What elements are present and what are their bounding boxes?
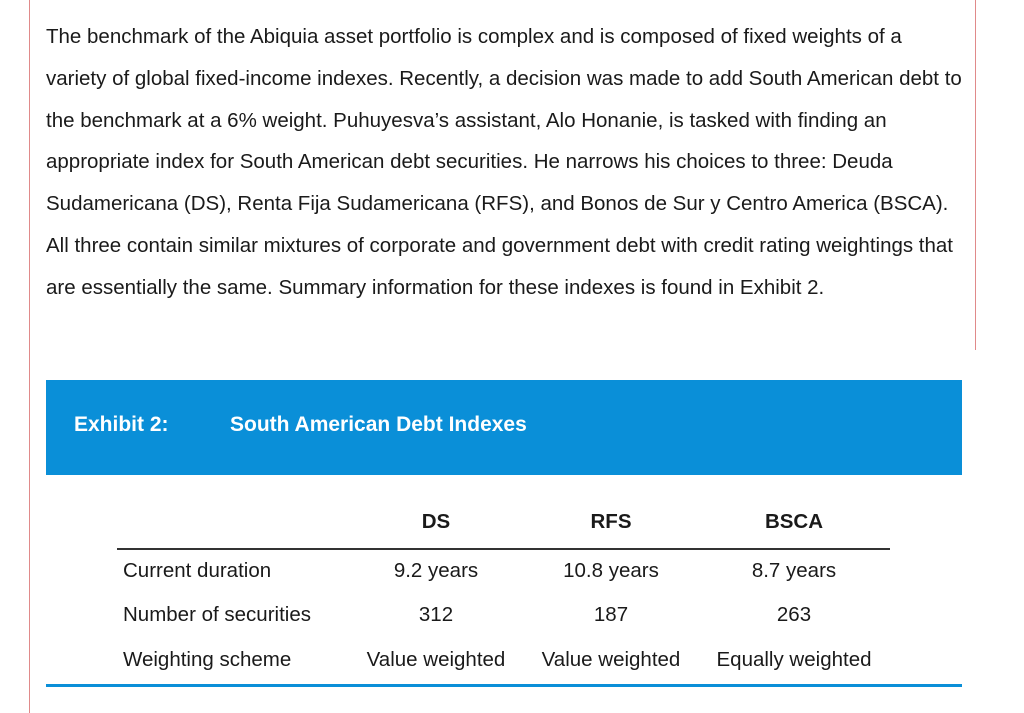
- row-label: Current duration: [123, 559, 272, 582]
- table-cell: Value weighted: [541, 648, 681, 671]
- column-header-ds: DS: [421, 510, 451, 533]
- table-cell: 9.2 years: [393, 559, 479, 582]
- right-margin-line: [975, 0, 976, 350]
- exhibit-bottom-rule: [46, 684, 962, 687]
- body-paragraph: The benchmark of the Abiquia asset portfolio is complex and is composed of fixed weights of a variety of global fixed-income indexes. Recently, a decision was made to add South American debt to the benchmark at a 6% weight. Puhuyesva’s assistant, Alo Honanie, is tasked with finding an appropriate index for South American debt securities. He narrows his choices to three: Deuda Sudamericana (DS), Renta Fija Sudamericana (RFS), and Bonos de Sur y Centro America (BSCA). All three contain similar mixtures of corporate and government debt with credit rating weightings that are essentially the same. Summary information for these indexes is found in Exhibit 2.: [46, 25, 962, 299]
- table-cell: 10.8 years: [563, 559, 659, 582]
- table-cell: Equally weighted: [716, 648, 872, 671]
- table-cell: 187: [593, 603, 629, 626]
- table-cell: 8.7 years: [751, 559, 837, 582]
- row-label: Number of securities: [123, 603, 311, 626]
- table-cell: Value weighted: [366, 648, 506, 671]
- left-margin-line: [29, 0, 30, 713]
- table-header-rule: [117, 548, 890, 550]
- exhibit-title: South American Debt Indexes: [230, 413, 527, 436]
- table-cell: 263: [776, 603, 812, 626]
- column-header-bsca: BSCA: [764, 510, 824, 533]
- table-cell: 312: [418, 603, 454, 626]
- column-header-rfs: RFS: [590, 510, 632, 533]
- exhibit-label: Exhibit 2:: [74, 413, 169, 436]
- row-label: Weighting scheme: [123, 648, 292, 671]
